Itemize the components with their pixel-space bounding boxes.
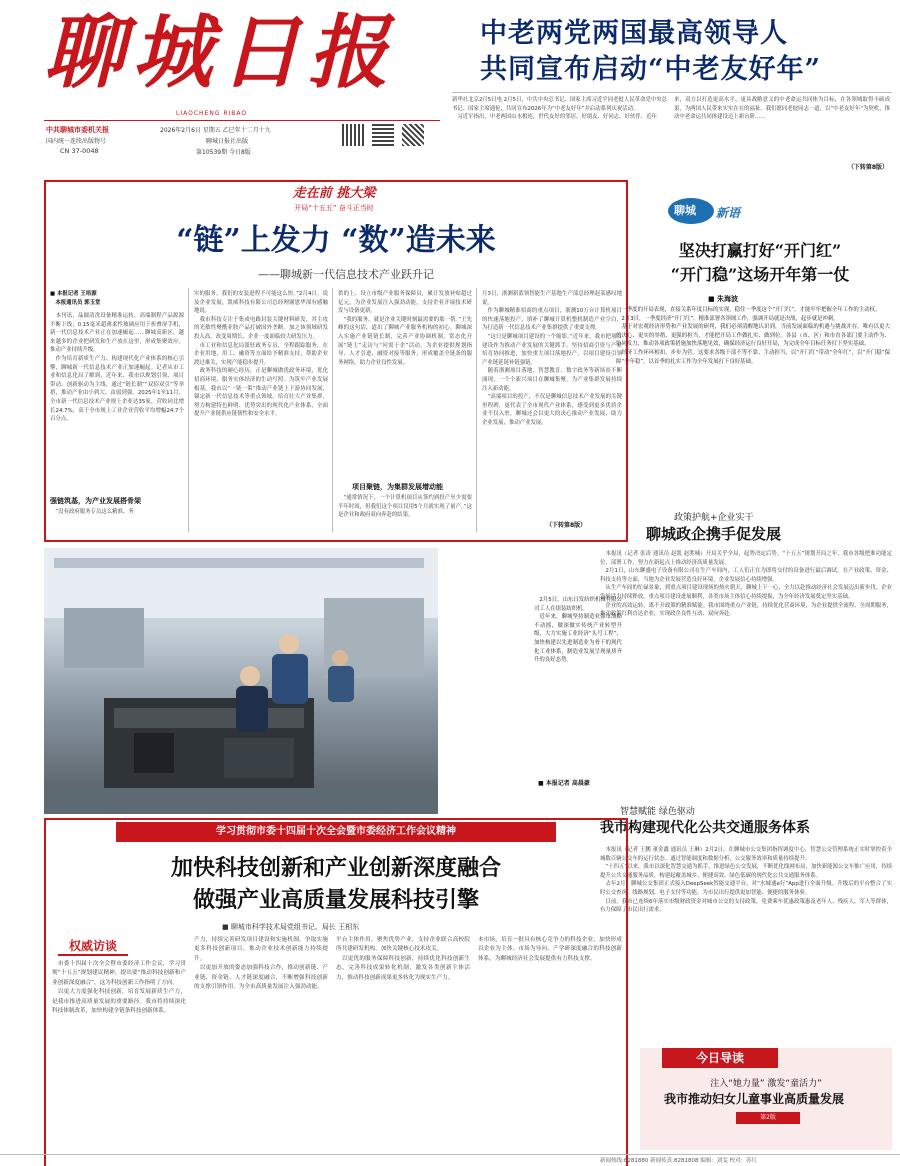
lead-byline: ■ 本报记者 王培源 本报通讯员 郭玉堂: [50, 291, 101, 306]
lead-kicker: 走在前 挑大梁: [292, 186, 376, 201]
lead-kicker-sub: 开局“十五五” 奋斗正当时: [294, 204, 374, 212]
commentary-title-line2: “开门稳”这场开年第一仗: [670, 265, 850, 284]
commentary[interactable]: [616, 196, 892, 394]
factory-photo-illustration: [44, 548, 438, 814]
policy-headline: 聊城政企携手促发展: [646, 525, 782, 543]
commentary-author: ■ 朱海波: [708, 295, 739, 303]
organ-label: 中共聊城市委机关报: [46, 126, 109, 134]
masthead-divider: [44, 120, 440, 121]
top-news-jump[interactable]: （下转第8版）: [847, 164, 888, 171]
lead-subhead-1: 强链筑基，为产业发展搭骨架: [50, 497, 141, 505]
masthead-pinyin: LIAOCHENG RIBAO: [176, 110, 248, 117]
newspaper-logo: 聊城日报: [44, 5, 396, 99]
top-news[interactable]: [452, 6, 892, 174]
plenum-tag: 权威访谈: [58, 936, 128, 956]
transit-headline: 我市构建现代化公共交通服务体系: [600, 820, 810, 836]
qr-code-3[interactable]: [402, 124, 424, 146]
lead-headline: “链”上发力 “数”造未来: [176, 223, 496, 258]
issn-label: 国内统一连续出版物号: [46, 138, 107, 145]
commentary-title-line1: 坚决打赢打好“开门红”: [678, 241, 842, 260]
lead-col3: 供的上、设立市级产业服务保障员，累计发放补贴超过亿元，为企业发展注入强劲动能，支持企业开展技术研发与设备更新。 “我的服务，就是企业关键时刻最需要的那一帮。”王先峰的这句话，道出了聊城产业服务机构的初心。聊城深入实施产业链链长制，完善产业协调机制，常态化开展“链主”走访与“问需于企”活动，为企业提供规划指导、人才引进、融资对接等服务，形成覆盖全链条的服务网络，助力企业良性发展。: [338, 291, 472, 366]
top-news-body-left: 新华社北京2月5日电 2月5日，中共中央总书记、国家主席习近平同老挝人民革命党中央总书记、国家主席通伦，共同宣布2026年为“中老友好年”并启动系列庆祝活动。 习近平指出，中老两国山水相连，世代友好的邻居、好朋友、好同志、好伙伴。近年: [452, 97, 667, 121]
plenum-col2: 产力，持续完善研发项目建设和实施机制，争取实施更多科技创新项目，推动企业技术创新能力持续提升。 以更加开放的姿态加强科技合作，推动创新链、产业链、资金链、人才链深度融合，不断增强科技创新的支撑引领作用，为全市高质量发展注入强劲动能。: [194, 937, 328, 991]
plenum-banner: 学习贯彻市委十四届十次全会暨市委经济工作会议精神: [116, 822, 556, 842]
guide-page[interactable]: 第2版: [736, 1112, 800, 1124]
plenum-headline-line1: 加快科技创新和产业创新深度融合: [170, 855, 501, 881]
top-news-headline-line1: 中老两党两国最高领导人: [480, 18, 788, 49]
todays-guide[interactable]: [640, 1048, 892, 1150]
top-news-headline-line2: 共同宣布启动“中老友好年”: [480, 54, 822, 85]
lead-jump[interactable]: （下转第8版）: [546, 522, 587, 529]
lead-col1b: “没有政府服务专员这么精准、务: [50, 509, 134, 515]
lead-col3b: “通常情况下，一个计算机项目从签约到投产至少需要半年时间，但我们这个项目仅用5个月就实现了量产。”这是企业和政府双向奔赴的结果。: [338, 495, 472, 519]
plenum-col3: 平台主体作用，聚焦优势产业，支持企业联合高校院所共建研发机构，加快关键核心技术攻关。 以更优的服务保障科技创新，持续优化科技创新生态，完善科技成果转化机制，激发各类创新主体活力，推动科技创新成果更多转化为现实生产力。: [336, 937, 470, 981]
guide-tag: 今日导读: [662, 1048, 778, 1068]
commentary-badge: [640, 196, 760, 226]
issue-line: 第10539期 今日8版: [196, 149, 251, 156]
transit-body: 本报讯（记者 王鹏 董金鑫 通讯员 王琳）2月2日，在聊城市公交集团指挥调度中心，智慧公交管理系统正实时掌控着全城数百辆公交车的运行状态。通过智能调度和数据分析，公交服务效率和质量持续提升。 “十四五”以来，我市以深化智慧交通为抓手，推进绿色公交发展，不断优化线网布局，加快新能源公交车推广应用，持续提升公共交通服务品质，构建起覆盖城乡、便捷高效、绿色低碳的现代化公共交通服务体系。 去年2月，聊城公交集团正式接入DeepSeek智能交通平台，对“水城通e行”App进行全面升级。升级后的平台整合了实时公交查询、线路规划、电子支付等功能，为市民出行提供更加智能、便捷的服务体验。 目前，我市已连续6年落实市级财政资金对城市公交的支持政策，免费乘车优惠政策惠及老年人、残疾人、军人等群体，有力保障了市民出行需求。: [600, 847, 892, 914]
policy-story[interactable]: [600, 500, 892, 800]
qr-code-1[interactable]: [342, 124, 364, 146]
transit-kicker: 智慧赋能 绿色驱动: [620, 807, 695, 817]
lead-col2: 实的服务，我们的安装进程不可能这么快。”2月4日，说及企业发展，凯威科技有限公司总经理谢恩华深有感触地说。 我市科技专注于集成电路封装关键材料研发，其主攻的光敏性聚酰亚胺产品打破国外垄断。加之该领域研发投入高，改变周期长，企业一度面临较大研发压力。 市工业和信息化局派驻政务专员，全程跟踪服务，在企业用地、用工、融资等方面给予精准支持，帮助企业渡过难关，实现产能稳步提升。 政务科技的硬心经历，正是聊城做优政务环境、优化招商环境、服务实体经济的生动写照。为筑牢产业发展根基，我市以“一链一策”推动产业链上下游协同发展，锚定新一代信息技术等重点领域，培育壮大产业集群，努力构建特色鲜明、优势突出的现代化产业体系，全面提升产业链供应链韧性和安全水平。: [194, 291, 328, 418]
plenum-byline: ■ 聊城市科学技术局党组书记、局长 王相东: [222, 923, 360, 931]
plenum-col4: 本市场，培育一批具有核心竞争力的科技企业，加快形成以企业为主体、市场为导向、产学研深度融合的科技创新体系，为聊城经济社会发展提供有力科技支撑。: [478, 937, 622, 962]
lead-col1: 本刊讯，晶圆清洗设备精准运转，高端制程产品源源不断下线；0.15毫米超薄柔性玻璃应用于折叠屏手机，新一代信息技术产业正在加速崛起……聊城高新区，越来越多的企业把研发和生产放在这里，形成集聚效应，推动产业持续升级。 作为培育新质生产力、构建现代化产业体系的核心引擎，聊城新一代信息技术产业正加速崛起。记者从市工业和信息化局了解到，近年来，我市以规划引领、项目带动、创新驱动为主线，通过“链长制”“双招双引”等举措，推动产业由小到大、由弱到强。2025年1至11月，全市新一代信息技术产业规上企业达35家，营收同比增长24.7%，高于全市规上工业企业营收平均增幅24.7个百分点。: [50, 313, 184, 423]
factory-photo[interactable]: [44, 548, 438, 814]
policy-body: 本报讯（记者 张涛 通讯员 赵凯 赵胜楠）开局关乎全局，起势决定后势。“十五五”规划开局之年，我市各级把准功能定位，部署工作，努力在新起点上推动经济高质量发展。 2月1日，山东聊盛电子设备有限公司在生产车间内，工人们正在为即将交付的设备进行最后调试。在产业政策、资金、科技支持等方面，当地为企业发展营造良好环境，企业发展信心持续增强。 从生产车间的忙碌景象，到重点项目建设现场的热火朝天，聊城上下一心，全力以赴推动经济社会发展迈出新步伐。企业发展活力持续释放，重点项目建设进展顺利，各类市场主体信心持续提振，为全年经济发展奠定坚实基础。 企业的高效运转，离不开政策的精准赋能。我市围绕重点产业链，持续优化营商环境，为企业提供全流程、全周期服务，推动政策红利直达企业，实现政企良性互动、双向奔赴。: [600, 551, 892, 618]
guide-headline[interactable]: 我市推动妇女儿童事业高质量发展: [663, 1092, 844, 1106]
plenum-headline-line2: 做强产业高质量发展科技引擎: [192, 887, 479, 913]
badge-text: 聊城: [674, 204, 696, 217]
photo-credit: ■ 本报记者 高晨豪: [538, 780, 590, 787]
date-line: 2026年2月6日 星期五 乙巳年十二月十九: [160, 127, 271, 134]
plenum-col1: 市委十四届十次全会暨市委经济工作会议，学习贯彻“十五五”规划建议精神，提出要“推动科技创新和产业创新深度融合”，这为科技创新工作指明了方向。 以更大力度强化科技创新，培育发展新质生产力，是我市推进高质量发展的重要路径。我市将持续深化科技体制改革，加快构建全链条科技创新体系。: [52, 961, 186, 1015]
transit-story[interactable]: [600, 800, 892, 1044]
commentary-body: 一季度的开局表现，直接关系年度目标的实现，稳住一季度这个“开门红”，才能牢牢把握全年工作的主动权。 2月3日，一季度经济“开门红”，精准部署各领域工作，强调开局就是决战，起步就是冲刺。 基于对宏观经济形势和产业发展的研判，我们必须清醒地认识到，当前发展面临的机遇与挑战并存，唯有以更大的决心、更实的举措、更强的担当，才能把开局工作做扎实、做到位。各县（市、区）和市直各部门要主动作为、协同发力，推动各项政策措施加快落地见效，确保经济运行良好开局，为完成全年目标任务打下坚实基础。 经济工作环环相扣，步步为营。这要求各级干部不等不靠、主动担当，以“开门红”带动“全年红”，以“开门稳”保障“全年稳”，以首季的扎实工作为全年发展打下良好基础。: [616, 307, 890, 365]
cn-number: CN 37-0048: [60, 147, 99, 155]
footer-line: 新闻热线:8281880 新闻传真:8281808 编辑：刘雯 校对：苏红: [600, 1158, 757, 1164]
plenum-feature[interactable]: [46, 818, 626, 1166]
qr-code-2[interactable]: [372, 124, 394, 146]
lead-subhead-2: 项目聚链，为集群发展增动能: [352, 483, 443, 491]
top-news-body-right: 来，双方以打造更高水平、更具战略意义的中老命运共同体为目标，在各领域取得丰硕成果，为两国人民带来实实在在的福祉。我们愿同老挝同志一道，以“中老友好年”为契机，推动中老命运共同体建设迈上新台阶……: [674, 97, 890, 121]
policy-kicker: 政策护航+企业实干: [674, 513, 754, 523]
lead-story[interactable]: [46, 182, 626, 540]
badge-text-2: 新语: [716, 206, 741, 220]
lead-subhead: ——聊城新一代信息技术产业跃升记: [258, 268, 434, 281]
masthead: [0, 0, 442, 162]
publisher-line: 聊城日报社出版: [206, 138, 249, 145]
photo-caption: 2月5日，山东日发纺织机械有限公司工人在组装纺织机。 近年来，聊城坚持制造业强市战略不动摇，做深做实传统产业转型升级，大力实施工业经济“头号工程”，加快构建以先进制造业为骨干的现代化工业体系，制造业发展呈现量质齐升的良好态势。: [534, 597, 622, 664]
lead-col4: 月3日，浙测新蓝领智能生产基地生产部总经理赵某感叹地说。 作为聊城精准招商的重点项目，浙测10万台计算机项目的快速落地投产，填补了聊城计算机整机制造产业空白，为打造新一代信息技术产业集群提供了重要支撑。 “这只是聊城项目建设的一个缩影。”近年来，我市把项目建设作为推动产业发展的关键抓手，坚持招商引资与产业培育协同推进，加快重大项目落地投产，以项目建设引领产业链延链补链强链。 随着浙测项目落地，智慧教育、数字政务等新场景不断涌现，一个个新兴项目在聊城集聚，为产业集群发展持续注入新动能。 “高端项目的投产，不仅是聊城信息技术产业发展的关键里程碑，更代表了全市现代产业体系，感受到更多优质企业不仅入驻，聊城还会以更大的决心推动产业发展、助力企业发展，推动产业发展。: [482, 291, 622, 426]
guide-kicker: 注入“她力量” 激发“童活力”: [710, 1079, 822, 1089]
